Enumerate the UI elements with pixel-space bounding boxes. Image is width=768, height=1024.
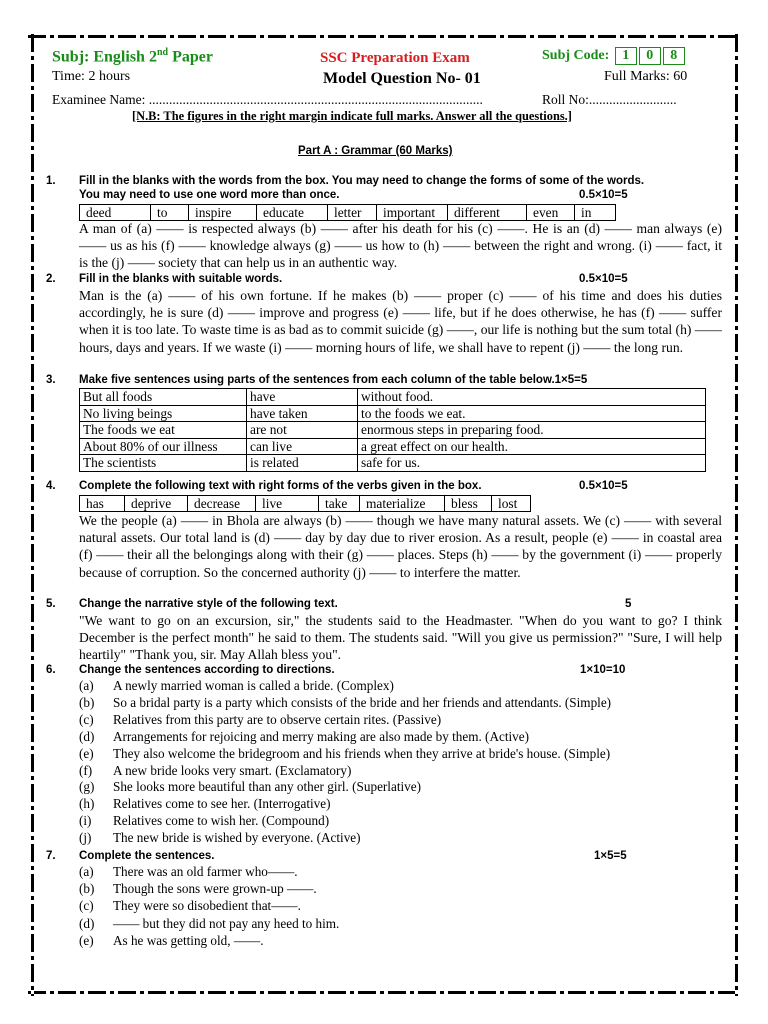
table-cell: to the foods we eat. bbox=[358, 405, 706, 422]
examinee-name-line: Examinee Name: ................................................................................................... bbox=[52, 92, 483, 107]
word-cell: materialize bbox=[360, 496, 445, 512]
item-text: They were so disobedient that——. bbox=[113, 898, 301, 914]
question-text: "We want to go on an excursion, sir," the students said to the Headmaster. "When do you want to go? I think December is the perfect month" he said to them. The students said. "Will you give us permission?" "Sure, I will help heartily" "Thank you, sir. May Allah bless you". bbox=[79, 613, 722, 663]
table-cell: About 80% of our illness bbox=[80, 438, 247, 455]
table-row bbox=[80, 422, 706, 439]
subject-code: Subj Code: 1 0 8 bbox=[542, 47, 685, 65]
question-title: Make five sentences using parts of the sentences from each column of the table below.1×5=5 bbox=[79, 374, 588, 386]
table-row bbox=[80, 455, 706, 472]
item-label: (b) bbox=[79, 881, 95, 897]
list-item bbox=[79, 695, 611, 712]
question-number: 6. bbox=[46, 664, 56, 676]
word-cell: to bbox=[151, 205, 189, 221]
table-row bbox=[80, 389, 706, 406]
item-label: (e) bbox=[79, 745, 94, 761]
question-number: 5. bbox=[46, 598, 56, 610]
word-cell: take bbox=[319, 496, 360, 512]
item-text: Relatives from this party are to observe certain rites. (Passive) bbox=[113, 711, 442, 727]
table-cell: No living beings bbox=[80, 405, 247, 422]
word-cell: important bbox=[377, 205, 448, 221]
page-border-top bbox=[28, 34, 740, 40]
page-border-left bbox=[30, 34, 36, 996]
word-cell: lost bbox=[492, 496, 531, 512]
part-a-heading: Part A : Grammar (60 Marks) bbox=[298, 145, 453, 157]
question-number: 7. bbox=[46, 850, 56, 862]
item-label: (g) bbox=[79, 779, 95, 795]
word-cell: deprive bbox=[125, 496, 188, 512]
question-text: A man of (a) —— is respected always (b) —— after his death for his (c) ——. He is an (d) —— man always (e) —— us as his (f) —— knowledge always (g) —— us how to (h) —— between the right and wrong. (i) —— fact, it is the (j) —— society that can help us in an authentic way. bbox=[79, 221, 722, 271]
item-label: (c) bbox=[79, 898, 94, 914]
list-item bbox=[79, 881, 317, 898]
table-cell: But all foods bbox=[80, 389, 247, 406]
item-label: (i) bbox=[79, 813, 92, 829]
question-title: Fill in the blanks with the words from the box. You may need to change the forms of some of the words. bbox=[79, 175, 645, 187]
list-item bbox=[79, 898, 301, 915]
question-title: Change the sentences according to directions. bbox=[79, 664, 335, 676]
question-marks: 5 bbox=[625, 598, 632, 610]
list-item bbox=[79, 864, 298, 881]
question-title: Complete the sentences. bbox=[79, 850, 215, 862]
table-cell: The scientists bbox=[80, 455, 247, 472]
list-item bbox=[79, 779, 421, 796]
question-marks: 1×5=5 bbox=[594, 850, 627, 862]
word-cell: live bbox=[256, 496, 319, 512]
word-box bbox=[79, 204, 616, 221]
table-cell: safe for us. bbox=[358, 455, 706, 472]
question-title-continued: You may need to use one word more than once. bbox=[79, 189, 340, 201]
sentence-table bbox=[79, 388, 706, 472]
table-cell: are not bbox=[247, 422, 358, 439]
item-label: (e) bbox=[79, 932, 94, 948]
exam-time: Time: 2 hours bbox=[52, 69, 131, 84]
list-item bbox=[79, 916, 339, 933]
item-text: The new bride is wished by everyone. (Active) bbox=[113, 830, 361, 846]
question-marks: 0.5×10=5 bbox=[579, 273, 628, 285]
roll-number-line: Roll No:.......................... bbox=[542, 92, 677, 107]
table-cell: The foods we eat bbox=[80, 422, 247, 439]
list-item bbox=[79, 678, 394, 695]
question-marks: 0.5×10=5 bbox=[579, 189, 628, 201]
item-text: —— but they did not pay any heed to him. bbox=[113, 915, 340, 931]
table-row bbox=[80, 438, 706, 455]
item-text: She looks more beautiful than any other girl. (Superlative) bbox=[113, 779, 421, 795]
item-text: So a bridal party is a party which consists of the bride and her friends and attendants. (Simple) bbox=[113, 694, 612, 710]
table-cell: can live bbox=[247, 438, 358, 455]
item-text: Relatives come to see her. (Interrogative) bbox=[113, 796, 331, 812]
item-label: (c) bbox=[79, 711, 94, 727]
list-item bbox=[79, 830, 361, 847]
code-digit: 8 bbox=[663, 47, 685, 65]
question-number: 1. bbox=[46, 175, 56, 187]
nb-note: [N.B: The figures in the right margin indicate full marks. Answer all the questions.] bbox=[132, 109, 572, 123]
model-title: Model Question No- 01 bbox=[323, 70, 481, 87]
question-number: 2. bbox=[46, 273, 56, 285]
code-digit: 1 bbox=[615, 47, 637, 65]
item-label: (h) bbox=[79, 796, 95, 812]
item-text: Though the sons were grown-up ——. bbox=[113, 881, 317, 897]
word-cell: different bbox=[448, 205, 527, 221]
table-cell: a great effect on our health. bbox=[358, 438, 706, 455]
table-cell: have taken bbox=[247, 405, 358, 422]
word-cell: bless bbox=[445, 496, 492, 512]
question-text: Man is the (a) —— of his own fortune. If he makes (b) —— proper (c) —— of his time and does his duties accordingly, he is sure (d) —— improve and progress (e) —— life, but if he does otherwise, he has (f) —— suffer when it is too late. To waste time is as bad as to commit suicide (g) ——, our life is nothing but the sum total (h) —— hours, days and years. If we waste (i) —— morning hours of life, we shall have to repent (j) —— the long run. bbox=[79, 288, 722, 355]
list-item bbox=[79, 746, 610, 763]
table-row bbox=[80, 405, 706, 422]
list-item bbox=[79, 813, 329, 830]
item-text: Relatives come to wish her. (Compound) bbox=[113, 813, 330, 829]
table-cell: without food. bbox=[358, 389, 706, 406]
word-cell: has bbox=[80, 496, 125, 512]
list-item bbox=[79, 796, 331, 813]
table-cell: enormous steps in preparing food. bbox=[358, 422, 706, 439]
item-label: (a) bbox=[79, 864, 94, 879]
code-digit: 0 bbox=[639, 47, 661, 65]
verb-box bbox=[79, 495, 531, 512]
word-cell: letter bbox=[328, 205, 377, 221]
question-text: We the people (a) —— in Bhola are always (b) —— though we have many natural assets. We (c) —— with several natural assets. Our total land is (d) —— day by day due to river erosion. As a result, people (e) —— in coastal area (f) —— their all the belongings along with their (g) —— places. Steps (h) —— by the government (i) —— properly because of corruption. So the concerned authority (j) —— to interfere the matter. bbox=[79, 513, 722, 580]
question-title: Fill in the blanks with suitable words. bbox=[79, 273, 283, 285]
page-border-right bbox=[734, 34, 740, 996]
word-cell: in bbox=[575, 205, 616, 221]
word-cell: even bbox=[527, 205, 575, 221]
item-label: (j) bbox=[79, 830, 92, 846]
item-text: As he was getting old, ——. bbox=[113, 932, 264, 948]
item-text: They also welcome the bridegroom and his friends when they arrive at bride's house. (Simple) bbox=[113, 745, 611, 761]
list-item bbox=[79, 763, 351, 780]
question-marks: 1×10=10 bbox=[580, 664, 626, 676]
question-marks: 0.5×10=5 bbox=[579, 480, 628, 492]
page-border-bottom bbox=[28, 990, 740, 996]
item-label: (f) bbox=[79, 762, 93, 778]
item-text: A newly married woman is called a bride. (Complex) bbox=[113, 678, 394, 693]
item-label: (b) bbox=[79, 694, 95, 710]
subject-title: Subj: English 2nd Paper bbox=[52, 47, 213, 66]
list-item bbox=[79, 933, 264, 950]
word-cell: deed bbox=[80, 205, 151, 221]
table-cell: is related bbox=[247, 455, 358, 472]
exam-title: SSC Preparation Exam bbox=[320, 50, 470, 66]
item-text: Arrangements for rejoicing and merry making are also made by them. (Active) bbox=[113, 728, 529, 744]
item-label: (a) bbox=[79, 678, 94, 693]
list-item bbox=[79, 712, 441, 729]
word-cell: inspire bbox=[189, 205, 257, 221]
table-cell: have bbox=[247, 389, 358, 406]
item-text: A new bride looks very smart. (Exclamatory) bbox=[113, 762, 352, 778]
list-item bbox=[79, 729, 529, 746]
question-number: 3. bbox=[46, 374, 56, 386]
question-title: Complete the following text with right forms of the verbs given in the box. bbox=[79, 480, 482, 492]
item-label: (d) bbox=[79, 915, 95, 931]
question-title: Change the narrative style of the following text. bbox=[79, 598, 338, 610]
word-cell: educate bbox=[257, 205, 328, 221]
question-number: 4. bbox=[46, 480, 56, 492]
full-marks: Full Marks: 60 bbox=[604, 69, 688, 84]
item-text: There was an old farmer who——. bbox=[113, 864, 298, 879]
word-cell: decrease bbox=[188, 496, 256, 512]
item-label: (d) bbox=[79, 728, 95, 744]
